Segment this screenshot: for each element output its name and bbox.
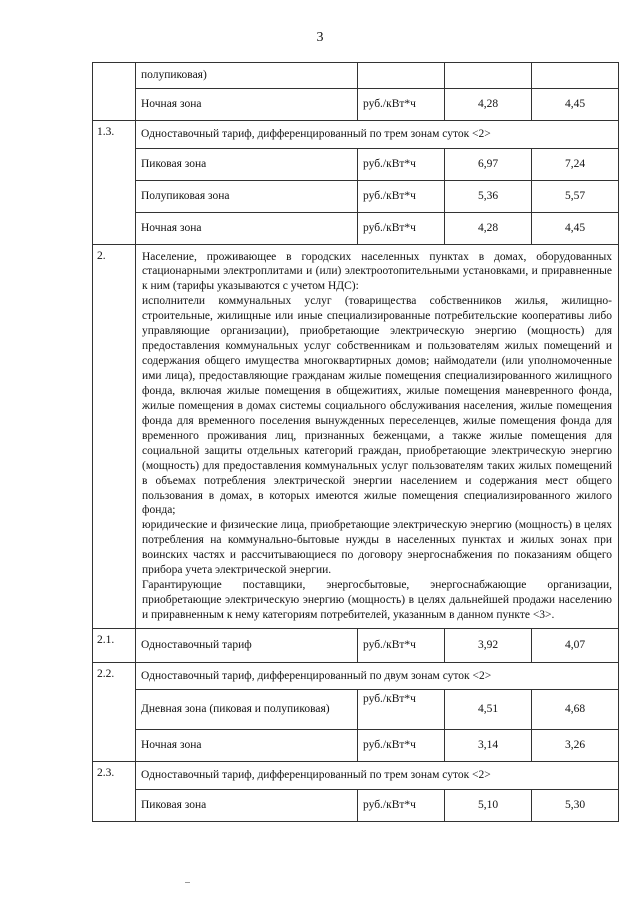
description-paragraph: Население, проживающее в городских населенных пунктах в домах, оборудованных стационарными электроплитами и (или) электроотопительными установками, и приравненные к ним (тарифы указываются с учетом НДС): (142, 250, 612, 293)
row-name: Пиковая зона (136, 789, 358, 821)
row-unit: руб./кВт*ч (358, 730, 445, 762)
row-value-1: 3,14 (445, 730, 532, 762)
row-value-2: 4,45 (532, 89, 619, 121)
table-row (93, 789, 619, 821)
page-number: 3 (316, 30, 324, 45)
row-name: Пиковая зона (136, 148, 358, 180)
row-value-2: 5,57 (532, 180, 619, 212)
row-unit: руб./кВт*ч (358, 690, 445, 730)
row-number: 2. (93, 244, 136, 628)
table-row (93, 628, 619, 662)
table-row (93, 690, 619, 730)
table-row (93, 148, 619, 180)
row-number: 2.2. (93, 662, 136, 690)
row-value-1: 4,51 (445, 690, 532, 730)
table-row (93, 762, 619, 790)
row-name: Одноставочный тариф, дифференцированный по трем зонам суток <2> (136, 762, 619, 790)
scan-mark (185, 882, 190, 883)
row-number: 1.3. (93, 121, 136, 149)
row-unit: руб./кВт*ч (358, 628, 445, 662)
description-paragraph: юридические и физические лица, приобретающие электрическую энергию (мощность) в целях потребления на коммунально-бытовые нужды в населенных пунктах и жилых зонах при воинских частях и рассчитывающиеся по договору энергоснабжения по показаниям общего прибора учета электрической энергии. (142, 519, 612, 577)
row-unit: руб./кВт*ч (358, 180, 445, 212)
row-value-2: 5,30 (532, 789, 619, 821)
tariff-table (92, 62, 619, 822)
row-name: Ночная зона (136, 212, 358, 244)
row-value-1: 6,97 (445, 148, 532, 180)
table-row (93, 63, 619, 89)
row-name: Дневная зона (пиковая и полупиковая) (136, 690, 358, 730)
row-name: Ночная зона (136, 89, 358, 121)
row-value-1: 3,92 (445, 628, 532, 662)
row-number: 2.3. (93, 762, 136, 790)
row-name: Одноставочный тариф (136, 628, 358, 662)
row-number: 2.1. (93, 628, 136, 662)
row-value-2: 7,24 (532, 148, 619, 180)
row-unit: руб./кВт*ч (358, 89, 445, 121)
table-row (93, 180, 619, 212)
row-value-1: 5,36 (445, 180, 532, 212)
row-unit: руб./кВт*ч (358, 212, 445, 244)
row-value-2: 4,45 (532, 212, 619, 244)
row-value-2: 3,26 (532, 730, 619, 762)
row-name: Ночная зона (136, 730, 358, 762)
table-row (93, 662, 619, 690)
population-description (136, 244, 619, 628)
row-value-1: 5,10 (445, 789, 532, 821)
table-row (93, 244, 619, 628)
row-value-2: 4,68 (532, 690, 619, 730)
row-unit: руб./кВт*ч (358, 148, 445, 180)
row-number (93, 63, 136, 89)
row-unit: руб./кВт*ч (358, 789, 445, 821)
row-name: Одноставочный тариф, дифференцированный по трем зонам суток <2> (136, 121, 619, 149)
row-value-2: 4,07 (532, 628, 619, 662)
table-row (93, 730, 619, 762)
table-row (93, 121, 619, 149)
row-value-1: 4,28 (445, 212, 532, 244)
row-name: полупиковая) (136, 63, 358, 89)
description-paragraph: исполнители коммунальных услуг (товарищества собственников жилья, жилищно-строительные, жилищные или иные специализированные потребительские кооперативы либо управляющие организации), приобретающие электрическую энергию (мощность) для предоставления коммунальных услуг собственникам и пользователям жилых помещений и содержания общего имущества многоквартирных домов; наймодатели (или уполномоченные ими лица), предоставляющие гражданам жилые помещения специализированного жилищного фонда, включая жилые помещения в общежитиях, жилые помещения маневренного фонда, жилые помещения в домах системы социального обслуживания населения, жилые помещения фонда для временного поселения вынужденных переселенцев, жилые помещения фонда для временного проживания лиц, признанных беженцами, а также жилые помещения для социальной защиты отдельных категорий граждан, приобретающие электрическую энергию (мощность) для предоставления коммунальных услуг пользователям таких жилых помещений в объемах потребления электрической энергии населением и содержания мест общего пользования в домах, в которых имеются жилые помещения специализированного жилого фонда; (142, 295, 612, 517)
description-paragraph: Гарантирующие поставщики, энергосбытовые, энергоснабжающие организации, приобретающие электрическую энергию (мощность) в целях дальнейшей продажи населению и приравненным к нему категориям потребителей, указанным в данном пункте <3>. (142, 579, 612, 621)
table-row (93, 89, 619, 121)
row-name: Одноставочный тариф, дифференцированный по двум зонам суток <2> (136, 662, 619, 690)
row-value-1: 4,28 (445, 89, 532, 121)
table-row (93, 212, 619, 244)
row-name: Полупиковая зона (136, 180, 358, 212)
